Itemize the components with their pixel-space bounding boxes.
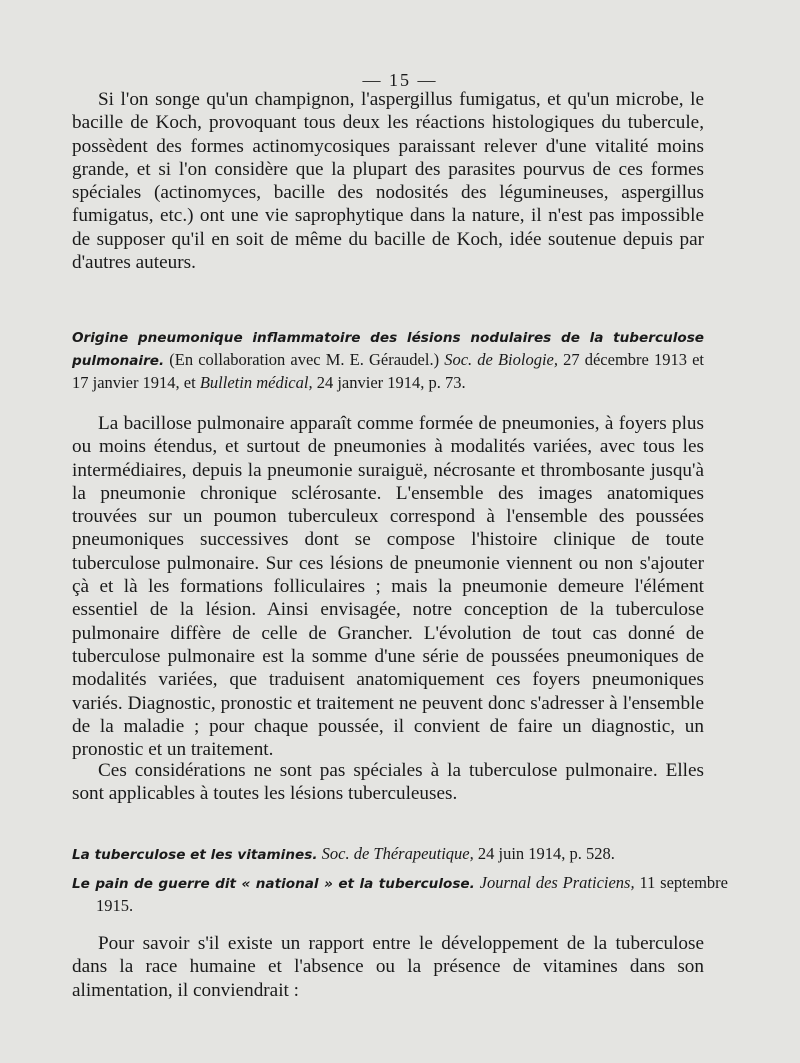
reference-1 (72, 326, 704, 393)
reference-2-text: 24 juin 1914, p. 528. (473, 844, 615, 863)
reference-1-journal2: Bulletin médical, (199, 373, 313, 392)
paragraph-3: Ces considérations ne sont pas spéciales à la tuberculose pulmonaire. Elles sont applicables à toutes les lésions tuberculeuses. (72, 760, 704, 805)
reference-3-journal: Journal des Praticiens, (474, 873, 635, 892)
reference-2-title: La tuberculose et les vitamines. (72, 847, 318, 863)
reference-3-title: Le pain de guerre dit « national » et la tuberculose. (72, 876, 475, 892)
paragraph-1: Si l'on songe qu'un champignon, l'aspergillus fumigatus, et qu'un microbe, le bacille de Koch, provoquant tous deux les réactions histologiques du tubercule, possèdent des formes actinomycosiques paraissant relever d'une vitalité moins grande, et si l'on considère que la plupart des parasites pourvus de ces formes spéciales (actinomyces, bacille des nodosités des légumineuses, aspergillus fumigatus, etc.) ont une vie saprophytique dans la nature, il n'est pas impossible de supposer qu'il en soit de même du bacille de Koch, idée soutenue depuis par d'autres auteurs. (72, 89, 704, 274)
reference-2-journal: Soc. de Thérapeutique, (317, 844, 474, 863)
reference-1-text1: (En collaboration avec M. E. Géraudel.) (164, 350, 445, 369)
reference-1-journal1: Soc. de Biologie, (444, 350, 558, 369)
reference-1-text2: 27 décembre 1913 et 17 janvier 1914, et (72, 350, 704, 392)
paragraph-2: La bacillose pulmonaire apparaît comme formée de pneumonies, à foyers plus ou moins étendus, et surtout de pneumonies à modalités variées, avec tous les intermédiaires, depuis la pneumonie suraiguë, nécrosante et thrombosante jusqu'à la pneumonie chronique sclérosante. L'ensemble des images anatomiques trouvées sur un poumon tuberculeux correspond à l'ensemble des poussées pneumoniques successives dont se compose l'histoire clinique de toute tuberculose pulmonaire. Sur ces lésions de pneumonie viennent ou non s'ajouter çà et là les formations folliculaires ; mais la pneumonie demeure l'élément essentiel de la lésion. Ainsi envisagée, notre conception de la tuberculose pulmonaire diffère de celle de Grancher. L'évolution de tout cas donné de tuberculose pulmonaire est la somme d'une série de poussées pneumoniques de modalités variées, que traduisent anatomiquement ces foyers pneumoniques variés. Diagnostic, pronostic et traitement ne peuvent donc s'adresser à l'ensemble de la maladie ; pour chaque poussée, il convient de faire un diagnostic, un pronostic et un traitement. (72, 413, 704, 761)
page-number: — 15 — (362, 70, 438, 90)
reference-2 (72, 843, 728, 866)
paragraph-4: Pour savoir s'il existe un rapport entre le développement de la tuberculose dans la race humaine et l'absence ou la présence de vitamines dans son alimentation, il conviendrait : (72, 933, 704, 1001)
reference-1-text3: 24 janvier 1914, p. 73. (312, 373, 466, 392)
reference-3-text: 11 septembre 1915. (96, 873, 728, 915)
reference-3 (72, 872, 728, 916)
reference-1-title: Origine pneumonique inflammatoire des lésions nodulaires de la tuberculose pulmonaire. (72, 330, 704, 369)
